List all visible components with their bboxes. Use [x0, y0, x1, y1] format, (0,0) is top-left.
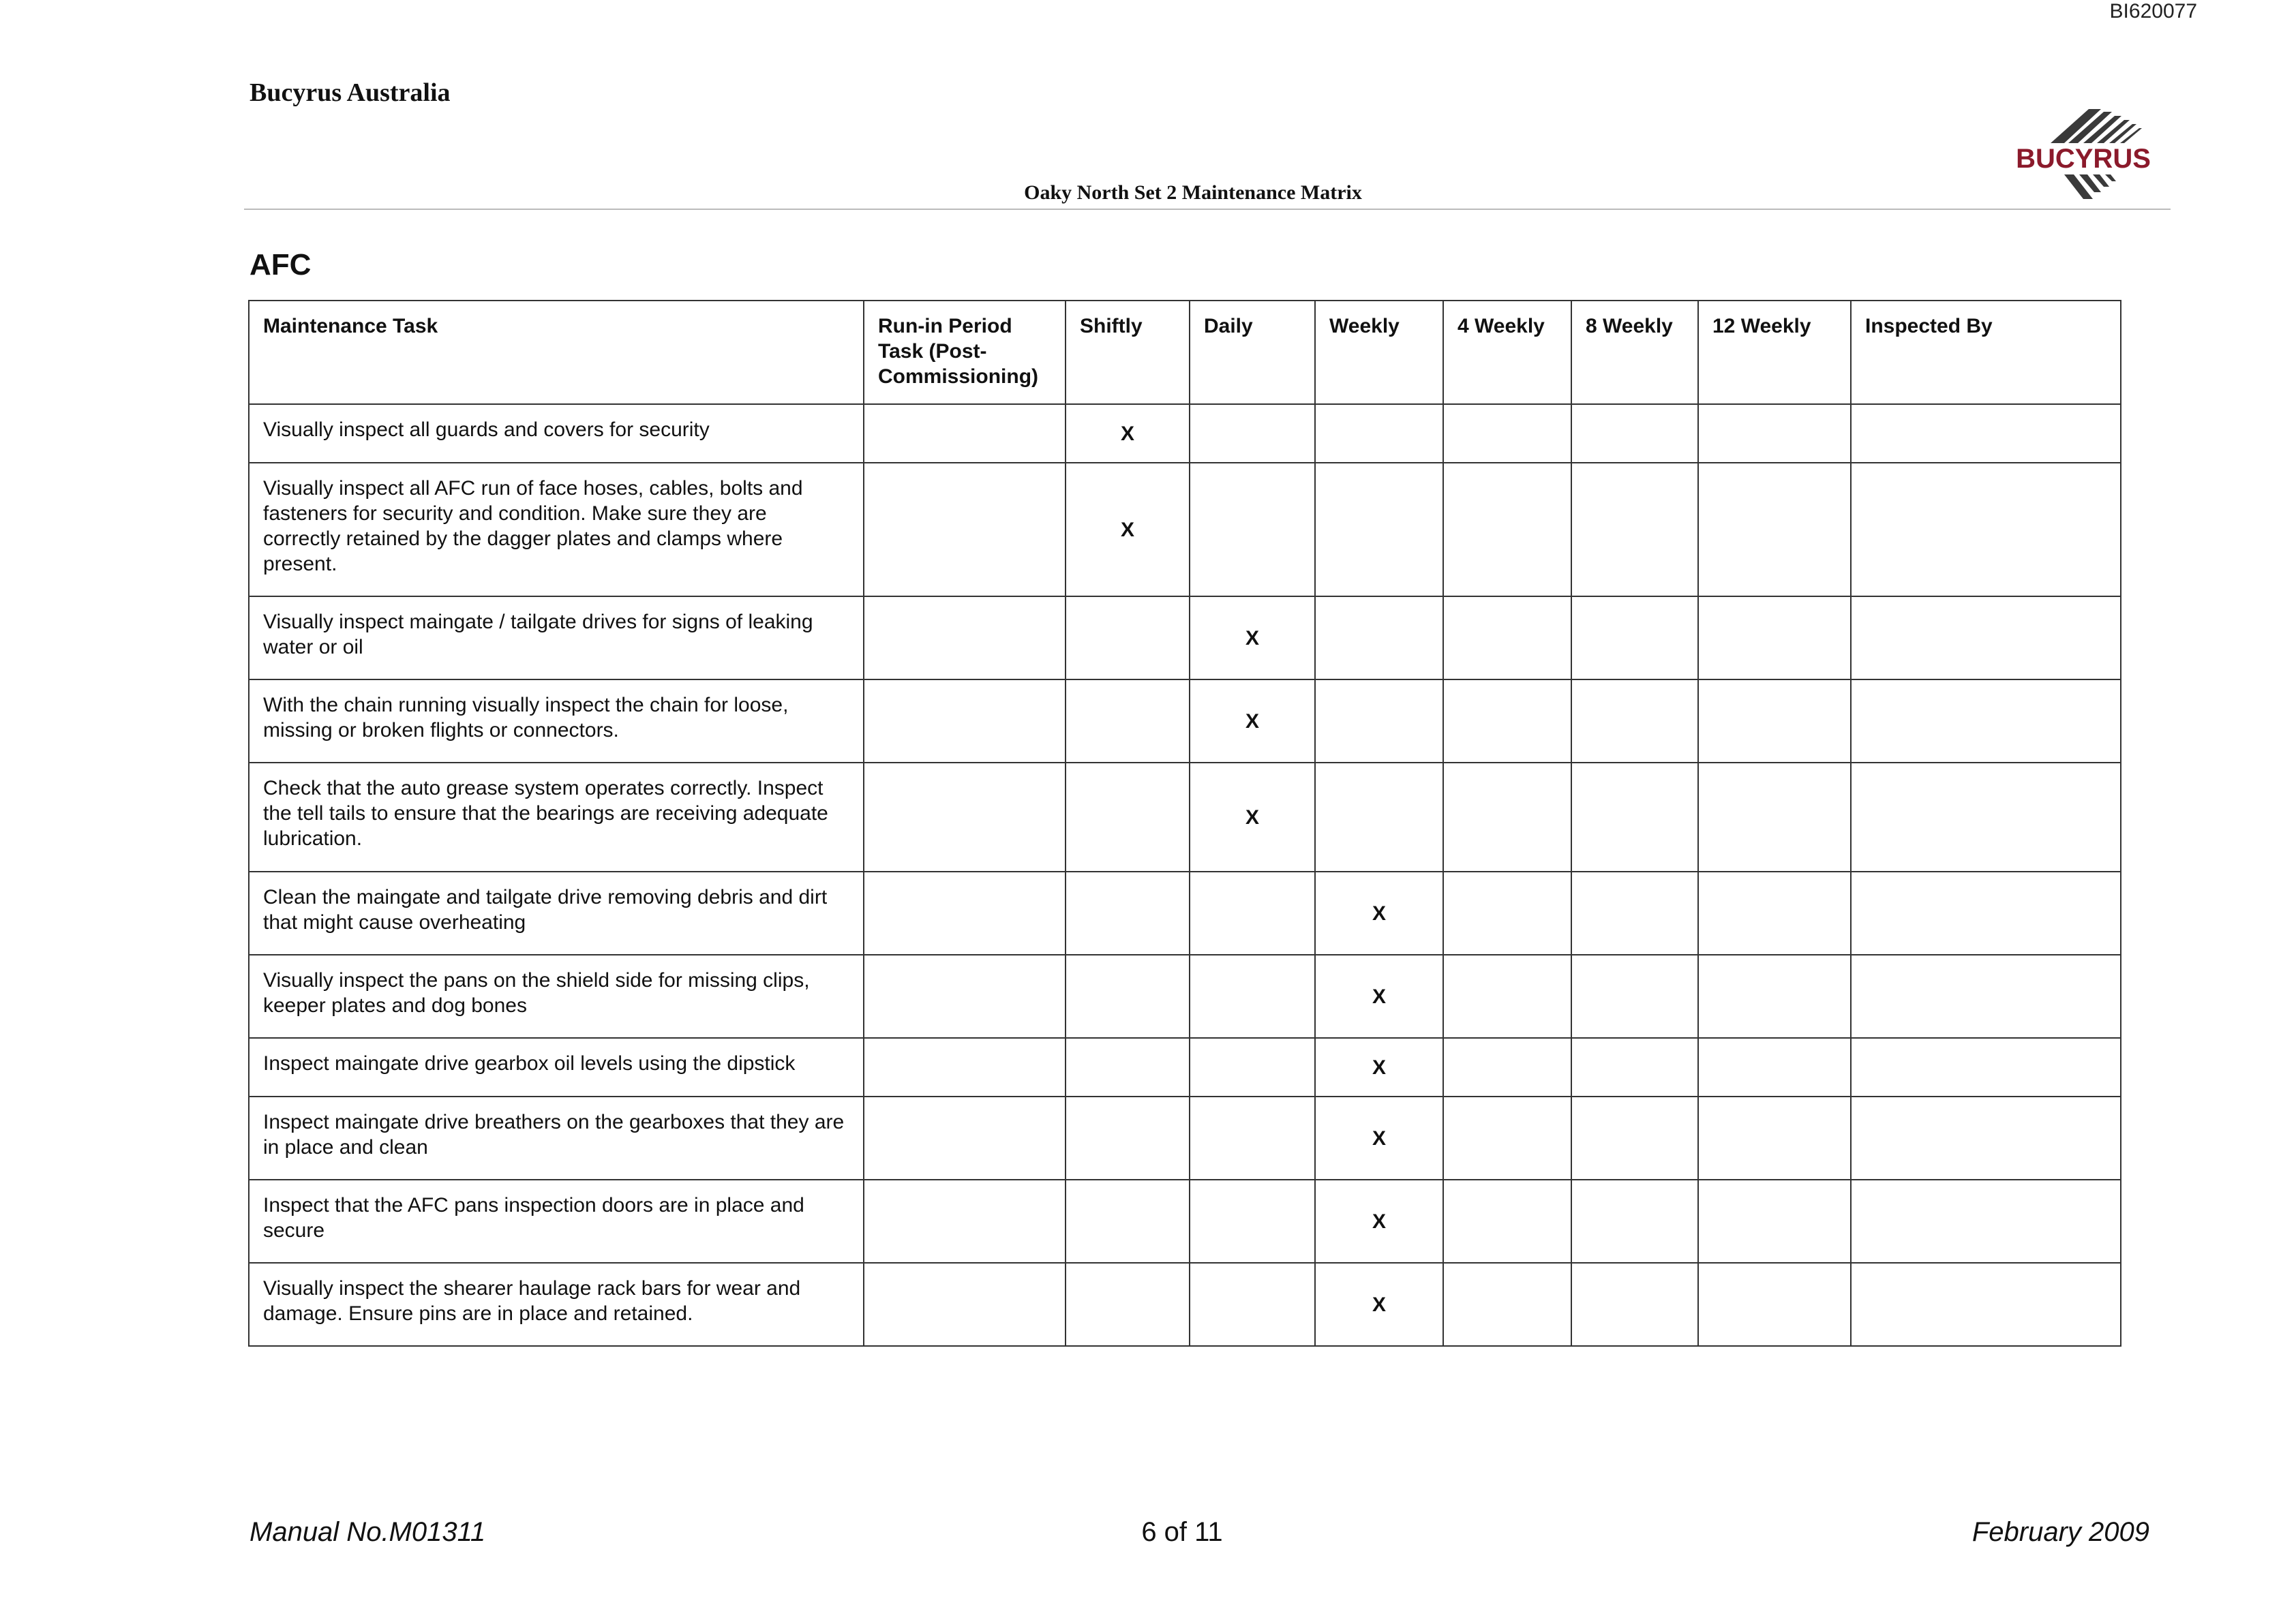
empty-cell [1315, 679, 1443, 763]
empty-cell [1066, 1038, 1190, 1097]
empty-cell [1066, 1097, 1190, 1180]
frequency-mark: X [1066, 404, 1190, 463]
section-title: AFC [250, 248, 312, 281]
empty-cell [864, 1097, 1066, 1180]
empty-cell [1315, 404, 1443, 463]
maintenance-matrix-table [248, 300, 2121, 1347]
empty-cell [1315, 463, 1443, 596]
empty-cell [1698, 955, 1851, 1038]
task-cell: Visually inspect all AFC run of face hoses, cables, bolts and fasteners for security and condition. Make sure they are correctly retained by the dagger plates and clamps where present. [249, 463, 864, 596]
empty-cell [1698, 679, 1851, 763]
column-header-inspected-by: Inspected By [1851, 301, 2121, 404]
empty-cell [1315, 763, 1443, 872]
task-cell: Inspect maingate drive breathers on the gearboxes that they are in place and clean [249, 1097, 864, 1180]
empty-cell [1851, 1263, 2121, 1346]
empty-cell [1571, 763, 1698, 872]
empty-cell [1066, 1263, 1190, 1346]
empty-cell [864, 763, 1066, 872]
empty-cell [1851, 404, 2121, 463]
empty-cell [1443, 463, 1571, 596]
document-id: BI620077 [2109, 0, 2197, 22]
empty-cell [1571, 463, 1698, 596]
empty-cell [1698, 1097, 1851, 1180]
empty-cell [1443, 596, 1571, 679]
task-cell: Inspect maingate drive gearbox oil levels using the dipstick [249, 1038, 864, 1097]
empty-cell [1443, 872, 1571, 955]
task-cell: Clean the maingate and tailgate drive removing debris and dirt that might cause overheating [249, 872, 864, 955]
empty-cell [1066, 596, 1190, 679]
column-header-daily: Daily [1190, 301, 1315, 404]
column-header-run-in-period: Run-in Period Task (Post-Commissioning) [864, 301, 1066, 404]
empty-cell [1851, 872, 2121, 955]
empty-cell [864, 679, 1066, 763]
table-row [249, 1263, 2121, 1346]
empty-cell [1190, 1097, 1315, 1180]
task-cell: Visually inspect all guards and covers for security [249, 404, 864, 463]
empty-cell [1190, 463, 1315, 596]
empty-cell [1190, 404, 1315, 463]
footer-date: February 2009 [1972, 1517, 2149, 1547]
footer-page-number: 6 of 11 [1141, 1517, 1223, 1547]
column-header-8-weekly: 8 Weekly [1571, 301, 1698, 404]
logo-chevrons-top [2051, 109, 2142, 143]
table-row [249, 1038, 2121, 1097]
table-row [249, 1180, 2121, 1263]
frequency-mark: X [1190, 596, 1315, 679]
empty-cell [1443, 763, 1571, 872]
empty-cell [1190, 1180, 1315, 1263]
empty-cell [1851, 463, 2121, 596]
bucyrus-logo [2002, 108, 2165, 203]
table-row [249, 404, 2121, 463]
frequency-mark: X [1190, 763, 1315, 872]
empty-cell [1851, 1180, 2121, 1263]
frequency-mark: X [1190, 679, 1315, 763]
empty-cell [864, 596, 1066, 679]
empty-cell [1698, 872, 1851, 955]
empty-cell [864, 955, 1066, 1038]
empty-cell [1698, 763, 1851, 872]
empty-cell [1443, 1263, 1571, 1346]
empty-cell [1571, 596, 1698, 679]
empty-cell [1851, 955, 2121, 1038]
empty-cell [1571, 955, 1698, 1038]
logo-wordmark: BUCYRUS [2016, 144, 2151, 174]
empty-cell [1698, 404, 1851, 463]
frequency-mark: X [1315, 1038, 1443, 1097]
table-body [249, 404, 2121, 1346]
empty-cell [1066, 763, 1190, 872]
task-cell: Check that the auto grease system operates correctly. Inspect the tell tails to ensure that the bearings are receiving adequate lubrication. [249, 763, 864, 872]
empty-cell [1571, 679, 1698, 763]
task-cell: Visually inspect the shearer haulage rack bars for wear and damage. Ensure pins are in place and retained. [249, 1263, 864, 1346]
empty-cell [1443, 1097, 1571, 1180]
frequency-mark: X [1315, 1097, 1443, 1180]
empty-cell [1698, 1263, 1851, 1346]
empty-cell [1443, 955, 1571, 1038]
empty-cell [1698, 596, 1851, 679]
column-header-weekly: Weekly [1315, 301, 1443, 404]
empty-cell [1066, 1180, 1190, 1263]
empty-cell [1066, 955, 1190, 1038]
empty-cell [1190, 1038, 1315, 1097]
table-row [249, 596, 2121, 679]
empty-cell [864, 404, 1066, 463]
empty-cell [1851, 679, 2121, 763]
empty-cell [1066, 679, 1190, 763]
column-header-4-weekly: 4 Weekly [1443, 301, 1571, 404]
empty-cell [1571, 1263, 1698, 1346]
empty-cell [1315, 596, 1443, 679]
empty-cell [1066, 872, 1190, 955]
empty-cell [1571, 404, 1698, 463]
frequency-mark: X [1315, 1263, 1443, 1346]
empty-cell [1851, 1097, 2121, 1180]
frequency-mark: X [1315, 955, 1443, 1038]
task-cell: Inspect that the AFC pans inspection doors are in place and secure [249, 1180, 864, 1263]
empty-cell [1443, 1180, 1571, 1263]
empty-cell [864, 1263, 1066, 1346]
empty-cell [1571, 1180, 1698, 1263]
empty-cell [1698, 463, 1851, 596]
empty-cell [1443, 404, 1571, 463]
task-cell: Visually inspect maingate / tailgate drives for signs of leaking water or oil [249, 596, 864, 679]
table-row [249, 763, 2121, 872]
frequency-mark: X [1315, 1180, 1443, 1263]
empty-cell [1571, 872, 1698, 955]
frequency-mark: X [1315, 872, 1443, 955]
empty-cell [1851, 1038, 2121, 1097]
empty-cell [1190, 872, 1315, 955]
column-header-shiftly: Shiftly [1066, 301, 1190, 404]
empty-cell [1698, 1038, 1851, 1097]
header-divider [244, 209, 2171, 210]
footer-manual-number: Manual No.M01311 [250, 1517, 486, 1547]
column-header-12-weekly: 12 Weekly [1698, 301, 1851, 404]
empty-cell [1851, 763, 2121, 872]
empty-cell [1190, 955, 1315, 1038]
table-row [249, 679, 2121, 763]
frequency-mark: X [1066, 463, 1190, 596]
empty-cell [1443, 1038, 1571, 1097]
empty-cell [1851, 596, 2121, 679]
empty-cell [864, 1038, 1066, 1097]
empty-cell [864, 872, 1066, 955]
table-row [249, 955, 2121, 1038]
empty-cell [1571, 1097, 1698, 1180]
table-row [249, 872, 2121, 955]
empty-cell [864, 463, 1066, 596]
empty-cell [864, 1180, 1066, 1263]
company-name: Bucyrus Australia [250, 78, 451, 107]
logo-chevrons-bottom [2064, 174, 2116, 199]
table-row [249, 1097, 2121, 1180]
task-cell: Visually inspect the pans on the shield side for missing clips, keeper plates and dog bones [249, 955, 864, 1038]
column-header-maintenance-task: Maintenance Task [249, 301, 864, 404]
table-header-row [249, 301, 2121, 404]
empty-cell [1190, 1263, 1315, 1346]
empty-cell [1571, 1038, 1698, 1097]
empty-cell [1698, 1180, 1851, 1263]
task-cell: With the chain running visually inspect the chain for loose, missing or broken flights or connectors. [249, 679, 864, 763]
empty-cell [1443, 679, 1571, 763]
document-title: Oaky North Set 2 Maintenance Matrix [1024, 181, 1362, 204]
table-row [249, 463, 2121, 596]
